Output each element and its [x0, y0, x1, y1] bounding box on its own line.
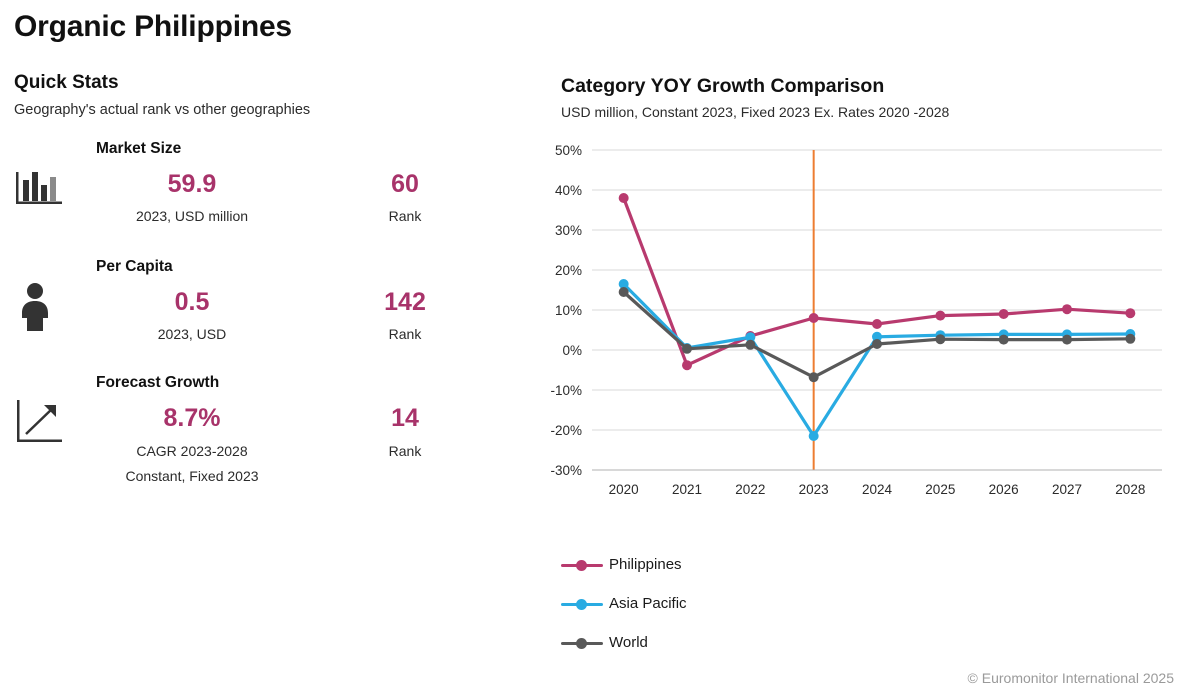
chart-title: Category YOY Growth Comparison — [561, 75, 885, 97]
legend-item-philippines[interactable] — [561, 545, 961, 584]
copyright-notice: © Euromonitor International 2025 — [967, 670, 1174, 686]
stat-value-forecast-growth: 8.7% — [163, 404, 221, 432]
legend-label-world: World — [609, 634, 648, 651]
y-axis-tick-label: -10% — [550, 383, 582, 398]
data-point-world-2026[interactable] — [999, 335, 1009, 345]
stat-rank-market-size: 60 — [391, 170, 419, 198]
data-point-asia-pacific-2023[interactable] — [809, 431, 819, 441]
stat-caption-forecast-growth: CAGR 2023-2028 — [136, 443, 248, 459]
data-point-philippines-2026[interactable] — [999, 309, 1009, 319]
chart-legend — [561, 545, 961, 662]
y-axis-tick-label: 50% — [554, 143, 582, 158]
stat-label-per-capita: Per Capita — [96, 258, 173, 275]
stat-rank-label-forecast-growth: Rank — [388, 443, 422, 459]
data-point-philippines-2020[interactable] — [619, 193, 629, 203]
x-axis-tick-label: 2021 — [671, 482, 703, 497]
chart-svg — [530, 130, 1180, 530]
y-axis-tick-label: 10% — [554, 303, 582, 318]
y-axis-tick-label: 20% — [554, 263, 582, 278]
page-title: Organic Philippines — [14, 10, 292, 43]
x-axis-tick-label: 2027 — [1051, 482, 1083, 497]
x-axis-tick-label: 2024 — [861, 482, 893, 497]
y-axis-tick-label: 0% — [562, 343, 582, 358]
legend-item-asia-pacific[interactable] — [561, 584, 961, 623]
data-point-world-2025[interactable] — [935, 334, 945, 344]
person-icon — [14, 282, 78, 332]
y-axis-tick-label: -30% — [550, 463, 582, 478]
x-axis-tick-label: 2026 — [988, 482, 1019, 497]
data-point-world-2027[interactable] — [1062, 335, 1072, 345]
legend-swatch-world — [561, 634, 603, 652]
data-point-world-2021[interactable] — [682, 344, 692, 354]
data-point-philippines-2024[interactable] — [872, 319, 882, 329]
x-axis-tick-label: 2023 — [798, 482, 829, 497]
data-point-philippines-2025[interactable] — [935, 311, 945, 321]
stat-rank-forecast-growth: 14 — [391, 404, 419, 432]
data-point-world-2022[interactable] — [745, 340, 755, 350]
data-point-world-2028[interactable] — [1125, 334, 1135, 344]
bar-chart-icon — [14, 166, 78, 210]
stat-caption-market-size: 2023, USD million — [135, 208, 249, 224]
legend-swatch-philippines — [561, 556, 603, 574]
yoy-growth-line-chart — [530, 130, 1180, 530]
stat-value-market-size: 59.9 — [167, 170, 217, 198]
data-point-philippines-2027[interactable] — [1062, 304, 1072, 314]
data-point-world-2023[interactable] — [809, 372, 819, 382]
y-axis-tick-label: -20% — [550, 423, 582, 438]
chart-subtitle: USD million, Constant 2023, Fixed 2023 Ex. Rates 2020 -2028 — [561, 104, 950, 120]
stat-caption2-forecast-growth: Constant, Fixed 2023 — [125, 468, 259, 484]
x-axis-tick-label: 2028 — [1115, 482, 1146, 497]
stat-value-per-capita: 0.5 — [174, 288, 210, 316]
data-point-philippines-2023[interactable] — [809, 313, 819, 323]
y-axis-tick-label: 40% — [554, 183, 582, 198]
x-axis-tick-label: 2025 — [925, 482, 956, 497]
quick-stats-subheading: Geography's actual rank vs other geographies — [14, 102, 311, 118]
legend-label-asia-pacific: Asia Pacific — [609, 595, 687, 612]
data-point-world-2024[interactable] — [872, 339, 882, 349]
stat-caption-per-capita: 2023, USD — [157, 326, 227, 342]
stat-rank-label-per-capita: Rank — [388, 326, 422, 342]
growth-arrow-icon — [14, 398, 78, 446]
stat-label-market-size: Market Size — [96, 140, 182, 157]
quick-stats-heading: Quick Stats — [14, 72, 119, 93]
x-axis-tick-label: 2020 — [608, 482, 639, 497]
stat-rank-label-market-size: Rank — [388, 208, 422, 224]
y-axis-tick-label: 30% — [554, 223, 582, 238]
data-point-philippines-2028[interactable] — [1125, 308, 1135, 318]
stat-rank-per-capita: 142 — [384, 288, 426, 316]
data-point-philippines-2021[interactable] — [682, 360, 692, 370]
x-axis-tick-label: 2022 — [735, 482, 766, 497]
legend-swatch-asia-pacific — [561, 595, 603, 613]
data-point-world-2020[interactable] — [619, 287, 629, 297]
stat-label-forecast-growth: Forecast Growth — [96, 374, 220, 391]
legend-item-world[interactable] — [561, 623, 961, 662]
legend-label-philippines: Philippines — [609, 556, 682, 573]
